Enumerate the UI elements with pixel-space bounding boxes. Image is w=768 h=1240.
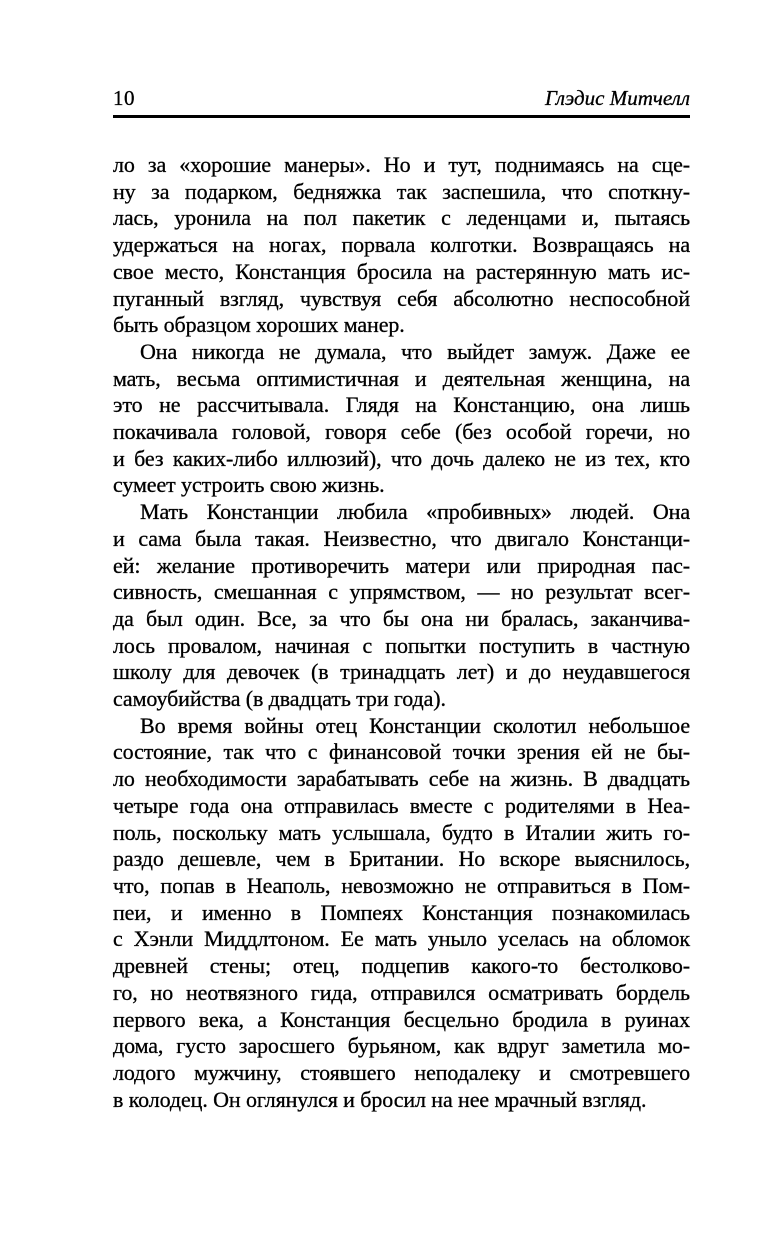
text-line: сумеет устроить свою жизнь. <box>113 472 385 498</box>
text-line: четыре года она отправилась вместе с родителями в Неа- <box>113 792 690 818</box>
page-number: 10 <box>113 86 135 110</box>
text-line: ей: желание противоречить матери или природная пас- <box>113 552 690 578</box>
paragraph <box>113 499 690 713</box>
text-line: состояние, так что с финансовой точки зрения ей не бы- <box>113 739 690 765</box>
text-line: быть образцом хороших манер. <box>113 312 405 338</box>
text-line: пеи, и именно в Помпеях Констанция познакомилась <box>113 899 690 925</box>
running-title: Глэдис Митчелл <box>545 86 690 110</box>
text-line: что, попав в Неаполь, невозможно не отправиться в Пом- <box>113 872 690 898</box>
text-line: дома, густо заросшего бурьяном, как вдруг заметила мо- <box>113 1033 690 1059</box>
text-line: ну за подарком, бедняжка так заспешила, что споткну- <box>113 178 690 204</box>
text-line: Она никогда не думала, что выйдет замуж. Даже ее <box>140 338 690 364</box>
text-line: это не рассчитывала. Глядя на Констанцию, она лишь <box>113 392 690 418</box>
text-line: школу для девочек (в тринадцать лет) и до неудавшегося <box>113 659 690 685</box>
text-line: с Хэнли Миддлтоном. Ее мать уныло уселась на обломок <box>113 926 690 952</box>
text-line: лодого мужчину, стоявшего неподалеку и смотревшего <box>113 1059 690 1085</box>
text-line: пуганный взгляд, чувствуя себя абсолютно неспособной <box>113 285 690 311</box>
text-line: и без каких-либо иллюзий), что дочь далеко не из тех, кто <box>113 445 690 471</box>
text-line: удержаться на ногах, порвала колготки. Возвращаясь на <box>113 232 690 258</box>
paragraph <box>113 339 690 499</box>
text-line: первого века, а Констанция бесцельно бродила в руинах <box>113 1006 690 1032</box>
text-line: го, но неотвязного гида, отправился осматривать бордель <box>113 979 690 1005</box>
header-rule <box>113 115 690 118</box>
text-line: лась, уронила на пол пакетик с леденцами и, пытаясь <box>113 205 690 231</box>
text-line: раздо дешевле, чем в Британии. Но вскоре выяснилось, <box>113 846 690 872</box>
text-line: лось провалом, начиная с попытки поступить в частную <box>113 632 690 658</box>
text-line: покачивала головой, говоря себе (без особой горечи, но <box>113 419 690 445</box>
text-line: Во время войны отец Констанции сколотил небольшое <box>140 712 690 738</box>
text-line: сивность, смешанная с упрямством, — но результат всег- <box>113 579 690 605</box>
text-line: Мать Констанции любила «пробивных» людей. Она <box>140 499 690 525</box>
text-line: поль, поскольку мать услышала, будто в Италии жить го- <box>113 819 690 845</box>
paragraph <box>113 713 690 1114</box>
text-line: свое место, Констанция бросила на растерянную мать ис- <box>113 258 690 284</box>
text-line: ло необходимости зарабатывать себе на жизнь. В двадцать <box>113 766 690 792</box>
body-text <box>113 152 690 1113</box>
text-line: и сама была такая. Неизвестно, что двигало Констанци- <box>113 525 690 551</box>
text-line: в колодец. Он оглянулся и бросил на нее мрачный взгляд. <box>113 1086 647 1112</box>
text-line: древней стены; отец, подцепив какого-то бестолково- <box>113 953 690 979</box>
text-line: мать, весьма оптимистичная и деятельная женщина, на <box>113 365 690 391</box>
page-header <box>113 86 690 110</box>
paragraph <box>113 152 690 339</box>
text-line: самоубийства (в двадцать три года). <box>113 686 446 712</box>
text-line: да был один. Все, за что бы она ни бралась, заканчива- <box>113 605 690 631</box>
text-line: ло за «хорошие манеры». Но и тут, поднимаясь на сце- <box>113 152 690 177</box>
